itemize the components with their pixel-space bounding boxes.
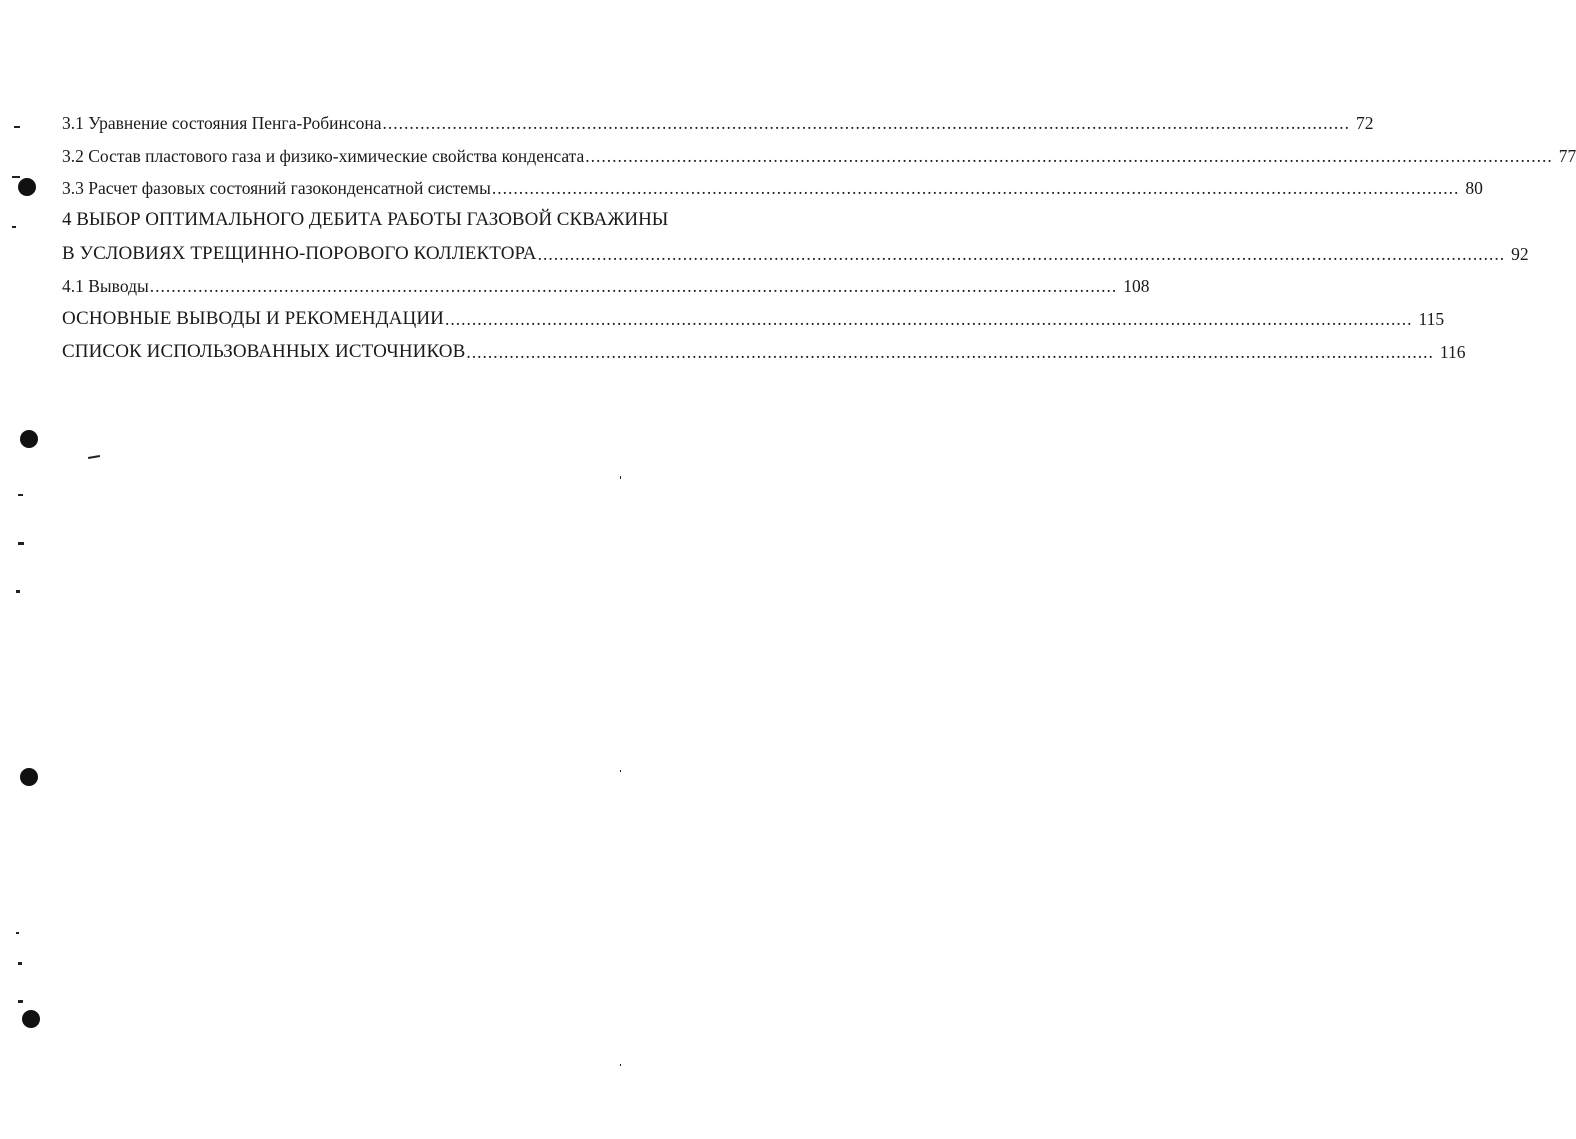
toc-page-number: 80: [1465, 178, 1483, 198]
scan-speck: [12, 176, 20, 178]
toc-page-number: 92: [1511, 244, 1529, 264]
punch-hole: [20, 768, 38, 786]
scan-speck: [620, 770, 621, 772]
toc-entry-3-3[interactable]: [62, 175, 1483, 201]
toc-page-number: 115: [1418, 309, 1445, 329]
toc-entry-title: 4.1 Выводы: [62, 276, 149, 296]
toc-entry-title: 3.3 Расчет фазовых состояний газоконденсатной системы: [62, 178, 491, 198]
scan-speck: [18, 1000, 23, 1003]
toc-page-number: 77: [1558, 146, 1576, 166]
punch-hole: [18, 178, 36, 196]
punch-hole: [20, 430, 38, 448]
toc-entry-title: 3.1 Уравнение состояния Пенга-Робинсона: [62, 113, 382, 133]
punch-hole: [22, 1010, 40, 1028]
toc-entry-conclusions[interactable]: [62, 306, 1445, 332]
leader-dots: ....................................................................................................................................................................................: [149, 276, 1118, 296]
scan-speck: [18, 494, 23, 496]
leader-dots: ....................................................................................................................................................................................: [491, 178, 1460, 198]
scan-speck: [14, 126, 20, 128]
toc-entry-title: 3.2 Состав пластового газа и физико-химические свойства конденсата: [62, 146, 585, 166]
toc-page-number: 72: [1356, 113, 1374, 133]
scan-speck: [16, 932, 19, 934]
toc-page-number: 108: [1123, 276, 1150, 296]
leader-dots: ....................................................................................................................................................................................: [466, 342, 1434, 362]
leader-dots: ....................................................................................................................................................................................: [585, 146, 1553, 166]
toc-page-number: 116: [1439, 342, 1466, 362]
leader-dots: ....................................................................................................................................................................................: [445, 309, 1413, 329]
scan-speck: [620, 1064, 621, 1066]
scan-speck: [16, 590, 20, 593]
toc-entry-title: В УСЛОВИЯХ ТРЕЩИННО-ПОРОВОГО КОЛЛЕКТОРА: [62, 243, 537, 264]
toc-entry-4[interactable]: [62, 241, 1529, 267]
toc-entry-references[interactable]: [62, 339, 1466, 365]
toc-entry-title: СПИСОК ИСПОЛЬЗОВАННЫХ ИСТОЧНИКОВ: [62, 341, 466, 362]
scan-speck: [88, 455, 100, 459]
scan-speck: [12, 226, 16, 228]
scan-speck: [620, 476, 621, 479]
scan-speck: [18, 542, 24, 545]
toc-entry-title: ОСНОВНЫЕ ВЫВОДЫ И РЕКОМЕНДАЦИИ: [62, 308, 444, 329]
toc-entry-3-1[interactable]: [62, 110, 1374, 136]
scan-speck: [18, 962, 22, 965]
toc-entry-3-2[interactable]: [62, 143, 1576, 169]
leader-dots: ....................................................................................................................................................................................: [537, 244, 1506, 264]
toc-entry-4-1[interactable]: [62, 273, 1150, 299]
leader-dots: ....................................................................................................................................................................................: [382, 113, 1351, 133]
toc-entry-4-title-line1[interactable]: 4 ВЫБОР ОПТИМАЛЬНОГО ДЕБИТА РАБОТЫ ГАЗОВОЙ СКВАЖИНЫ: [62, 209, 669, 230]
